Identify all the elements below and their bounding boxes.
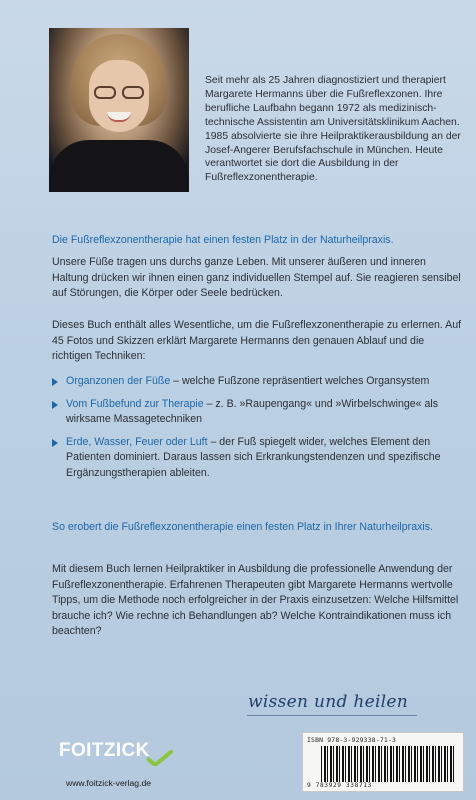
lead-heading-2: So erobert die Fußreflexzonentherapie einen festen Platz in Ihrer Naturheilpraxis.	[52, 521, 433, 533]
content-paragraph: Dieses Buch enthält alles Wesentliche, um die Fußreflexzonentherapie zu erlernen. Auf 45 Fotos und Skizzen erklärt Margarete Hermanns den genauen Ablauf und die richtigen Techniken:	[52, 319, 462, 363]
author-jacket	[49, 140, 189, 192]
list-item	[52, 397, 462, 428]
publisher-logo-text: FOITZICK	[59, 740, 150, 761]
author-glasses	[94, 86, 146, 100]
barcode	[302, 732, 464, 792]
checkmark-icon	[147, 750, 173, 766]
barcode-number: 9 783929 338713	[307, 782, 372, 789]
list-item-key: Organzonen der Füße	[66, 375, 171, 387]
list-item-text: – z. B. »Raupengang« und »Wirbelschwinge« als wirksame Massagetechniken	[66, 397, 438, 426]
triangle-bullet-icon	[52, 401, 58, 409]
list-item-text: – der Fuß spiegelt wider, welches Element den Patienten dominiert. Daraus lassen sich Erkrankungstendenzen und spezifische Ergänzungstherapien ableiten.	[66, 435, 441, 479]
publisher-logo	[59, 740, 177, 776]
closing-paragraph: Mit diesem Buch lernen Heilpraktiker in Ausbildung die professionelle Anwendung der Fußreflexzonentherapie. Erfahrenen Therapeuten gibt Margarete Hermanns wertvolle Tipps, um die Methode noch erfolgreicher in der Praxis einzusetzen: Welche Hilfsmittel brauche ich? Wie rechne ich Behandlungen ab? Welche Kontraindikationen muss ich beachten?	[52, 563, 459, 638]
triangle-bullet-icon	[52, 439, 58, 447]
list-item-text: – welche Fußzone repräsentiert welches Organsystem	[170, 375, 430, 387]
intro-paragraph: Unsere Füße tragen uns durchs ganze Leben. Mit unserer äußeren und inneren Haltung drücken wir ihnen einen ganz individuellen Stempel auf. Sie reagieren sensibel auf Störungen, die Körper oder Seele bedrücken.	[52, 256, 461, 300]
author-bio: Seit mehr als 25 Jahren diagnostiziert und therapiert Margarete Hermanns über die Fußreflexzonen. Ihre berufliche Laufbahn begann 1972 als medizinisch-technische Assistentin am Universitätsklinikum Aachen. 1985 absolvierte sie ihre Heilpraktikerausbildung an der Josef-Angerer Berufsfachschule in München. Heute verantwortet sie dort die Ausbildung in der Fußreflexzonentherapie.	[205, 75, 461, 184]
list-item-key: Erde, Wasser, Feuer oder Luft	[66, 435, 208, 448]
isbn-text: ISBN 978-3-929338-71-3	[307, 736, 397, 744]
list-item	[52, 374, 462, 390]
list-item	[52, 435, 462, 482]
triangle-bullet-icon	[52, 378, 58, 386]
slogan-underline	[247, 715, 417, 716]
author-photo	[49, 28, 189, 192]
publisher-url[interactable]: www.foitzick-verlag.de	[66, 778, 152, 788]
barcode-bars	[321, 746, 455, 782]
lead-heading-1: Die Fußreflexzonentherapie hat einen festen Platz in der Naturheilpraxis.	[52, 234, 394, 246]
series-slogan: wissen und heilen	[248, 692, 409, 712]
list-item-key: Vom Fußbefund zur Therapie	[66, 397, 204, 410]
feature-list	[52, 374, 462, 489]
